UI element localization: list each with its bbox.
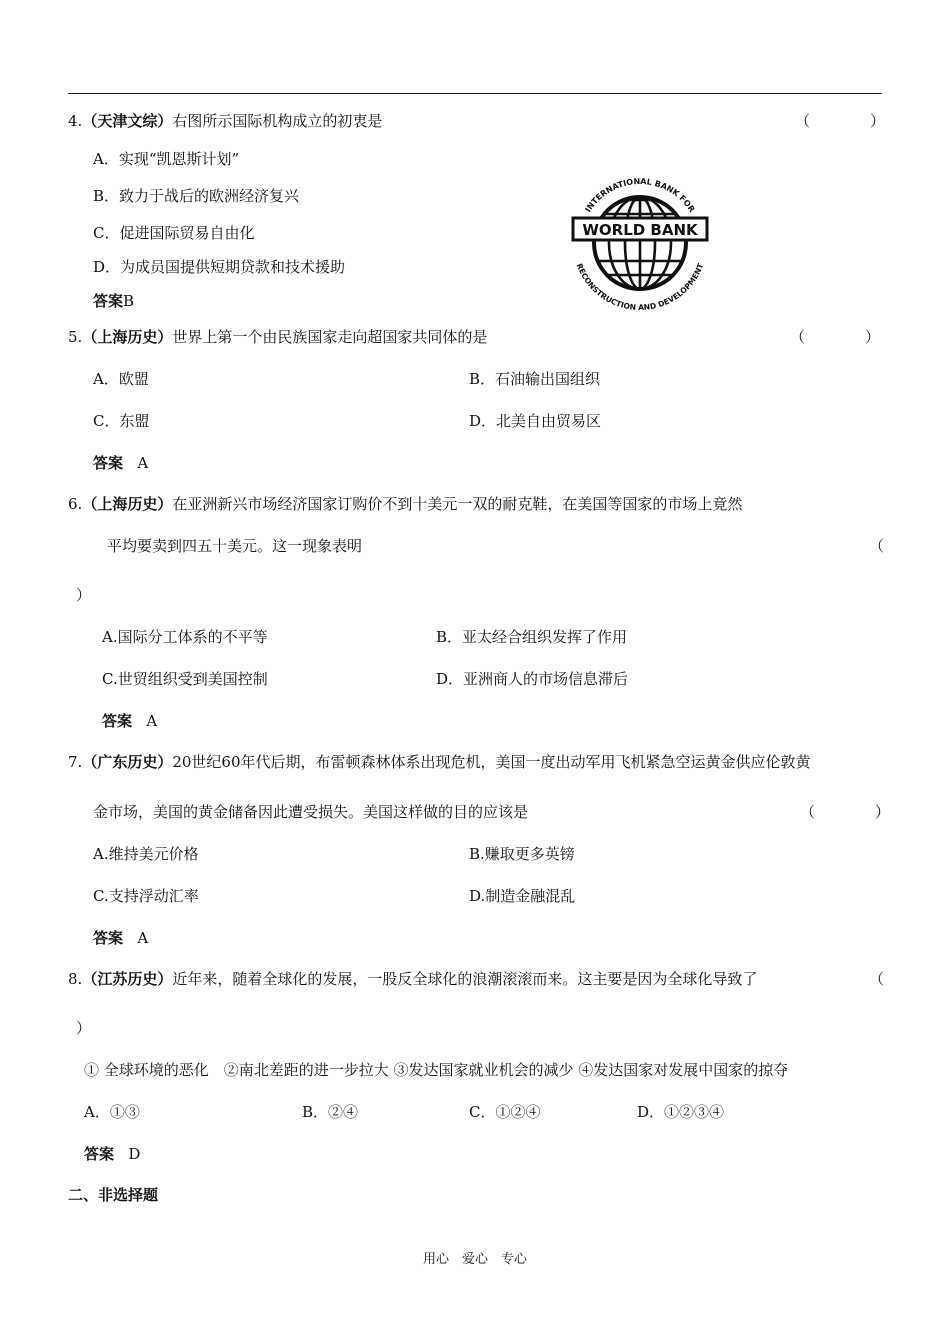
q7-option-a: A.维持美元价格	[93, 845, 199, 863]
q6-answer	[102, 710, 157, 731]
q6-option-b: B．亚太经合组织发挥了作用	[436, 628, 628, 646]
q8-answer	[84, 1143, 140, 1164]
q5-option-a: A．欧盟	[93, 370, 149, 388]
q6-number: 6.	[68, 495, 83, 513]
q6-paren-open: （	[869, 537, 885, 555]
q7-source: （广东历史）	[82, 753, 173, 771]
q8-number: 8.	[68, 970, 83, 988]
globe-icon	[593, 196, 687, 290]
q6-stem-1: 在亚洲新兴市场经济国家订购价不到十美元一双的耐克鞋，在美国等国家的市场上竟然	[172, 495, 743, 513]
q7-answer	[93, 927, 148, 948]
q4-stem: 右图所示国际机构成立的初衷是	[172, 112, 383, 130]
q4-stem-line	[68, 110, 382, 131]
world-bank-logo	[563, 166, 717, 320]
q8-stem-line	[68, 968, 757, 989]
q5-stem-line	[68, 326, 487, 347]
q7-answer-value: A	[137, 929, 149, 947]
section-heading: 二、非选择题	[68, 1186, 159, 1204]
q4-source: （天津文综）	[82, 112, 173, 130]
q8-option-c: C．①②④	[469, 1103, 541, 1121]
q7-stem-line-2: 金市场，美国的黄金储备因此遭受损失。美国这样做的目的应该是	[93, 803, 529, 821]
q6-option-d: D．亚洲商人的市场信息滞后	[436, 670, 629, 688]
q6-stem-line-1	[68, 493, 742, 514]
q8-option-d: D．①②③④	[637, 1103, 725, 1121]
q7-stem-line-1	[68, 751, 811, 772]
q4-answer-label: 答案	[93, 292, 124, 310]
q8-statements: ① 全球环境的恶化 ②南北差距的进一步拉大 ③发达国家就业机会的减少 ④发达国家对发展中国家的掠夺	[84, 1061, 789, 1079]
q5-number: 5.	[68, 328, 83, 346]
q7-option-c: C.支持浮动汇率	[93, 887, 199, 905]
q5-option-b: B．石油输出国组织	[469, 370, 601, 388]
q5-answer-value: A	[137, 454, 149, 472]
page-footer: 用心 爱心 专心	[422, 1252, 527, 1267]
q6-option-c: C.世贸组织受到美国控制	[102, 670, 268, 688]
q7-option-d: D.制造金融混乱	[469, 887, 576, 905]
header-rule	[68, 93, 882, 94]
q5-stem: 世界上第一个由民族国家走向超国家共同体的是	[172, 328, 488, 346]
q8-source: （江苏历史）	[82, 970, 173, 988]
q8-option-a: A．①③	[84, 1103, 140, 1121]
q5-option-d: D．北美自由贸易区	[469, 412, 602, 430]
q4-option-a: A．实现“凯恩斯计划”	[93, 150, 240, 168]
q4-option-c: C．促进国际贸易自由化	[93, 224, 255, 242]
q8-answer-label: 答案	[84, 1145, 115, 1163]
q5-answer-label: 答案	[93, 454, 124, 472]
q8-paren-open: （	[869, 970, 885, 988]
q8-paren-close: ）	[76, 1019, 92, 1037]
q6-stem-line-2: 平均要卖到四五十美元。这一现象表明	[107, 537, 363, 555]
q8-stem: 近年来，随着全球化的发展，一股反全球化的浪潮滚滚而来。这主要是因为全球化导致了	[172, 970, 758, 988]
q6-source: （上海历史）	[82, 495, 173, 513]
q5-option-c: C．东盟	[93, 412, 150, 430]
q6-option-a: A.国际分工体系的不平等	[102, 628, 268, 646]
q7-answer-paren: （ ）	[800, 803, 891, 821]
q4-option-b: B．致力于战后的欧洲经济复兴	[93, 187, 300, 205]
q8-answer-value: D	[128, 1145, 141, 1163]
q5-answer-paren: （ ）	[790, 328, 881, 346]
logo-banner-text: WORLD BANK	[582, 221, 698, 239]
logo-bottom-arc-text: RECONSTRUCTION AND DEVELOPMENT	[574, 262, 706, 313]
q4-option-d: D．为成员国提供短期贷款和技术援助	[93, 258, 346, 276]
q6-paren-close: ）	[76, 586, 92, 604]
q4-answer-paren: （ ）	[795, 112, 886, 130]
q5-source: （上海历史）	[82, 328, 173, 346]
q4-number: 4.	[68, 112, 83, 130]
q6-answer-label: 答案	[102, 712, 133, 730]
q7-answer-label: 答案	[93, 929, 124, 947]
q6-answer-value: A	[146, 712, 158, 730]
q4-answer	[93, 290, 134, 311]
q8-option-b: B．②④	[302, 1103, 359, 1121]
logo-top-arc-text: INTERNATIONAL BANK FOR	[583, 176, 697, 214]
q7-option-b: B.赚取更多英镑	[469, 845, 575, 863]
q4-answer-value: B	[123, 292, 135, 310]
q7-number: 7.	[68, 753, 83, 771]
q7-stem-1: 20世纪60年代后期，布雷顿森林体系出现危机，美国一度出动军用飞机紧急空运黄金供应伦敦黄	[172, 753, 811, 771]
q5-answer	[93, 452, 148, 473]
